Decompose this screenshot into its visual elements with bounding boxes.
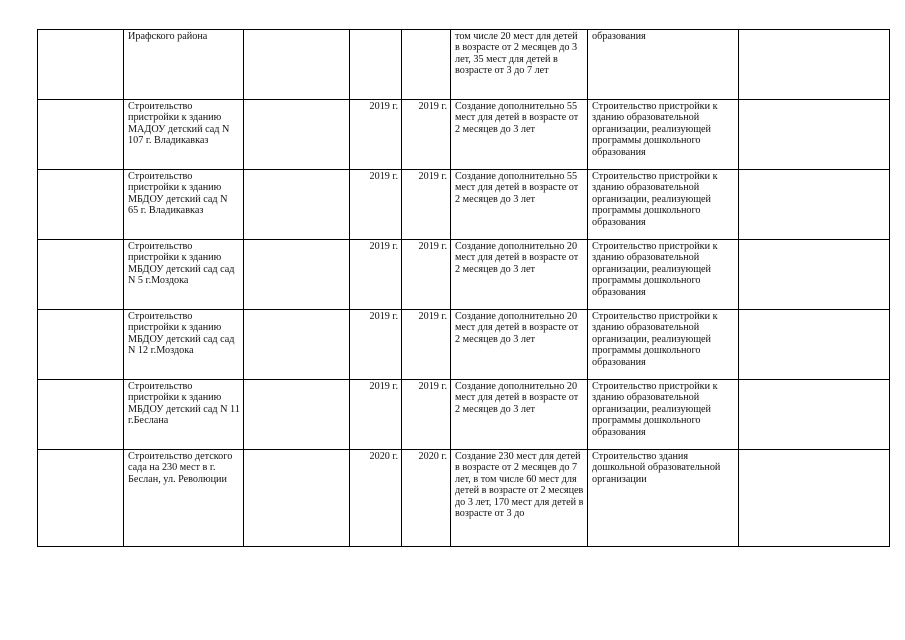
end-year-cell: 2019 г. — [402, 170, 451, 240]
empty-cell — [739, 450, 890, 547]
end-year-cell: 2019 г. — [402, 240, 451, 310]
end-year-cell: 2019 г. — [402, 310, 451, 380]
empty-cell — [739, 170, 890, 240]
empty-cell — [739, 100, 890, 170]
empty-cell — [244, 170, 350, 240]
empty-cell — [739, 30, 890, 100]
result-cell: Создание дополнительно 55 мест для детей в возрасте от 2 месяцев до 3 лет — [451, 170, 588, 240]
program-objects-table — [37, 29, 890, 547]
object-name-cell: Строительство пристройки к зданию МАДОУ детский сад N 107 г. Владикавказ — [124, 100, 244, 170]
result-cell: Создание дополнительно 20 мест для детей в возрасте от 2 месяцев до 3 лет — [451, 240, 588, 310]
empty-cell — [244, 450, 350, 547]
row-number-cell — [38, 450, 124, 547]
row-number-cell — [38, 30, 124, 100]
object-type-cell: образования — [588, 30, 739, 100]
object-name-cell: Строительство детского сада на 230 мест в г. Беслан, ул. Революции — [124, 450, 244, 547]
start-year-cell: 2019 г. — [350, 100, 402, 170]
row-number-cell — [38, 380, 124, 450]
start-year-cell: 2019 г. — [350, 310, 402, 380]
table-row — [38, 310, 890, 380]
table-row — [38, 380, 890, 450]
object-name-cell: Строительство пристройки к зданию МБДОУ детский сад N 65 г. Владикавказ — [124, 170, 244, 240]
result-cell: Создание дополнительно 55 мест для детей в возрасте от 2 месяцев до 3 лет — [451, 100, 588, 170]
empty-cell — [244, 100, 350, 170]
start-year-cell: 2019 г. — [350, 380, 402, 450]
table-row — [38, 240, 890, 310]
empty-cell — [244, 30, 350, 100]
result-cell: Создание дополнительно 20 мест для детей в возрасте от 2 месяцев до 3 лет — [451, 380, 588, 450]
row-number-cell — [38, 240, 124, 310]
table-row — [38, 450, 890, 547]
start-year-cell — [350, 30, 402, 100]
row-number-cell — [38, 310, 124, 380]
object-name-cell: Ирафского района — [124, 30, 244, 100]
object-type-cell: Строительство пристройки к зданию образовательной организации, реализующей программы дошкольного образования — [588, 310, 739, 380]
table-row — [38, 100, 890, 170]
end-year-cell — [402, 30, 451, 100]
end-year-cell: 2020 г. — [402, 450, 451, 547]
empty-cell — [244, 310, 350, 380]
object-type-cell: Строительство пристройки к зданию образовательной организации, реализующей программы дошкольного образования — [588, 100, 739, 170]
object-name-cell: Строительство пристройки к зданию МБДОУ детский сад N 11 г.Беслана — [124, 380, 244, 450]
start-year-cell: 2020 г. — [350, 450, 402, 547]
empty-cell — [739, 310, 890, 380]
row-number-cell — [38, 100, 124, 170]
row-number-cell — [38, 170, 124, 240]
empty-cell — [244, 380, 350, 450]
empty-cell — [244, 240, 350, 310]
end-year-cell: 2019 г. — [402, 380, 451, 450]
result-cell: Создание дополнительно 20 мест для детей в возрасте от 2 месяцев до 3 лет — [451, 310, 588, 380]
object-type-cell: Строительство пристройки к зданию образовательной организации, реализующей программы дошкольного образования — [588, 240, 739, 310]
object-type-cell: Строительство пристройки к зданию образовательной организации, реализующей программы дошкольного образования — [588, 170, 739, 240]
start-year-cell: 2019 г. — [350, 170, 402, 240]
object-name-cell: Строительство пристройки к зданию МБДОУ детский сад сад N 12 г.Моздока — [124, 310, 244, 380]
table-row — [38, 30, 890, 100]
object-type-cell: Строительство пристройки к зданию образовательной организации, реализующей программы дошкольного образования — [588, 380, 739, 450]
result-cell: Создание 230 мест для детей в возрасте от 2 месяцев до 7 лет, в том числе 60 мест для детей в возрасте от 2 месяцев до 3 лет, 170 мест для детей в возрасте от 3 до — [451, 450, 588, 547]
end-year-cell: 2019 г. — [402, 100, 451, 170]
object-name-cell: Строительство пристройки к зданию МБДОУ детский сад сад N 5 г.Моздока — [124, 240, 244, 310]
start-year-cell: 2019 г. — [350, 240, 402, 310]
empty-cell — [739, 380, 890, 450]
empty-cell — [739, 240, 890, 310]
object-type-cell: Строительство здания дошкольной образовательной организации — [588, 450, 739, 547]
result-cell: том числе 20 мест для детей в возрасте от 2 месяцев до 3 лет, 35 мест для детей в возрасте от 3 до 7 лет — [451, 30, 588, 100]
table-row — [38, 170, 890, 240]
